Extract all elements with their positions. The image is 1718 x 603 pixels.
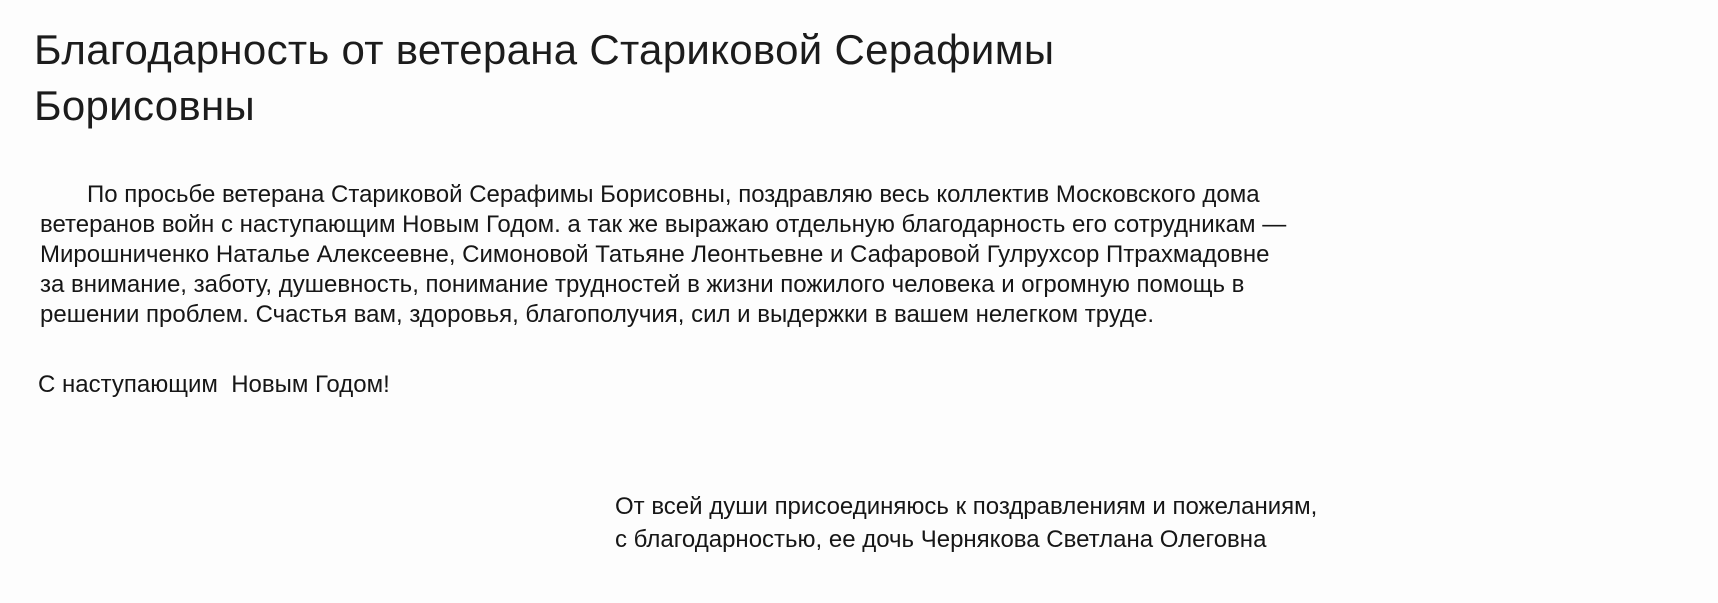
greeting-line: С наступающим Новым Годом! [38, 371, 390, 398]
signature-line: От всей души присоединяюсь к поздравлениям и пожеланиям, [615, 493, 1318, 520]
letter-body [40, 180, 1680, 330]
body-line: решении проблем. Счастья вам, здоровья, благополучия, сил и выдержки в вашем нелегком труде. [40, 301, 1155, 328]
title-line-2: Борисовны [34, 82, 255, 129]
body-line: ветеранов войн с наступающим Новым Годом. а так же выражаю отдельную благодарность его сотрудникам — [40, 211, 1287, 238]
body-line: По просьбе ветерана Стариковой Серафимы Борисовны, поздравляю весь коллектив Московского дома [87, 181, 1260, 208]
signature-line: с благодарностью, ее дочь Чернякова Светлана Олеговна [615, 526, 1267, 553]
body-line: Мирошниченко Наталье Алексеевне, Симоновой Татьяне Леонтьевне и Сафаровой Гулрухсор Птрахмадовне [40, 241, 1270, 268]
signature-block [615, 490, 1615, 556]
document-title [34, 22, 1434, 134]
title-line-1: Благодарность от ветерана Стариковой Серафимы [34, 26, 1055, 73]
body-line: за внимание, заботу, душевность, понимание трудностей в жизни пожилого человека и огромную помощь в [40, 271, 1245, 298]
